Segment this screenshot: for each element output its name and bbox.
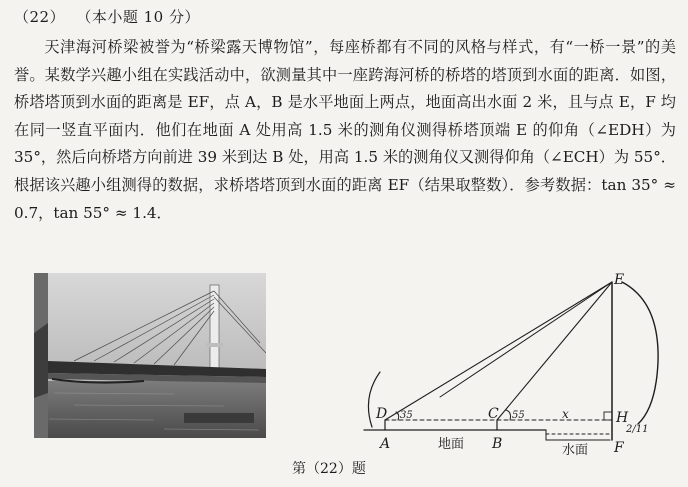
label-A: A [380, 436, 391, 452]
sketch-arc-right [622, 282, 658, 424]
bridge-photo [34, 273, 266, 438]
line-CE [497, 282, 612, 420]
label-C: C [488, 406, 499, 422]
label-x: x [562, 407, 569, 421]
figure-caption: 第（22）题 [292, 461, 366, 477]
label-H: H [616, 410, 629, 426]
label-E: E [614, 272, 625, 288]
sketch-extra-line [440, 282, 612, 397]
label-B: B [492, 436, 503, 452]
label-fraction: 2/11 [626, 424, 649, 435]
geometry-diagram [350, 272, 680, 457]
question-header [14, 6, 206, 27]
question-score: （本小题 10 分） [76, 8, 200, 26]
label-D: D [376, 406, 388, 422]
label-water: 水面 [562, 443, 589, 457]
label-angle-35: 35 [400, 410, 413, 421]
question-paragraph: 天津海河桥梁被誉为“桥梁露天博物馆”，每座桥都有不同的风格与样式，有“一桥一景”的美誉。某数学兴趣小组在实践活动中，欲测量其中一座跨海河桥的桥塔的塔顶到水面的距离．如图，桥塔塔顶到水面的距离是 EF，点 A，B 是水平地面上两点，地面高出水面 2 米，且与点 E，F 均在同一竖直平面内．他们在地面 A 处用高 1.5 米的测角仪测得桥塔顶端 E 的仰角（∠EDH）为 35°，然后向桥塔方向前进 39 米到达 B 处，用高 1.5 米的测角仪又测得仰角（∠ECH）为 55°．根据该兴趣小组测得的数据，求桥塔塔顶到水面的距离 EF（结果取整数）．参考数据：tan 35° ≈ 0.7，tan 55° ≈ 1.4． [14, 38, 676, 222]
question-number: （22） [14, 8, 66, 26]
angle-mark-C [506, 410, 511, 420]
line-DE [385, 282, 612, 420]
question-body [14, 34, 676, 227]
right-angle-H [604, 412, 612, 420]
label-angle-55: 55 [512, 410, 525, 421]
label-ground: 地面 [438, 437, 465, 452]
label-F: F [614, 440, 624, 456]
